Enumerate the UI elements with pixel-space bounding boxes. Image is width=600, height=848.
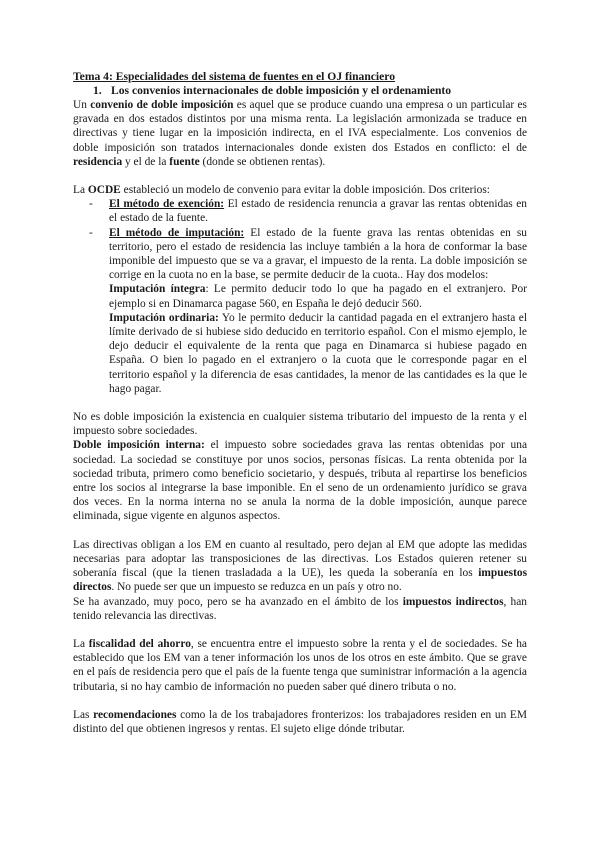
text-span: como la de los trabajadores fronterizos: los trabajadores residen en un EM distinto del que obtienen ingresos y rentas. El sujeto elige dónde tributar.	[73, 708, 528, 735]
spacer	[73, 694, 527, 708]
section-heading	[93, 84, 527, 98]
paragraph-ahorro	[73, 637, 527, 694]
text-span: La	[73, 184, 88, 197]
text-span: es aquel que se produce cuando una empresa o un particular es gravada en dos estados distintos por una misma renta. La legislación armonizada se traduce en directivas y tiene lugar en la imposición indirecta, en el IVA especialmente. Los convenios de doble imposición son tratados internacionales donde existen dos Estados en conflicto: el de	[73, 99, 527, 154]
term-recomendaciones: recomendaciones	[93, 708, 177, 721]
spacer	[73, 169, 527, 183]
text-span: Se ha avanzado, muy poco, pero se ha avanzado en el ámbito de los	[73, 595, 403, 608]
text-span: El estado de residencia renuncia a gravar las rentas obtenidas en el estado de la fuente.	[109, 198, 528, 225]
paragraph-directivas	[73, 538, 527, 595]
text-span: estableció un modelo de convenio para evitar la doble imposición. Dos criterios:	[120, 184, 490, 197]
paragraph-indirectos	[73, 595, 527, 623]
term-fuente: fuente	[169, 155, 200, 168]
sub-item-ordinaria	[73, 311, 527, 396]
spacer	[73, 396, 527, 410]
text-span: La	[73, 637, 89, 650]
criteria-list	[73, 197, 527, 396]
paragraph-convenio	[73, 98, 527, 169]
term-ocde: OCDE	[87, 184, 121, 197]
sub-item-integra	[73, 282, 527, 310]
term-exencion: El método de exención:	[109, 198, 225, 211]
term-imputacion-ordinaria: Imputación ordinaria:	[109, 311, 219, 324]
paragraph-recomendaciones	[73, 708, 527, 736]
section-number: 1.	[93, 84, 102, 97]
text-span: Un	[73, 99, 91, 111]
text-span: , se encuentra entre el impuesto sobre la renta y el de sociedades. Se ha establecido que los EM van a tener información los unos de los otros en este ámbito. Que se grave en el país de residencia pero que el país de la fuente tenga que suministrar información a la agencia tributaria, si no hay cambio de información no pueden saber qué dinero tributa o no.	[73, 637, 527, 693]
text-span: Las directivas obligan a los EM en cuanto al resultado, pero dejan al EM que adopte las medidas necesarias para adoptar las transposiciones de las directivas. Los Estados quieren retener su soberanía fiscal (que la tienen trasladada a la UE), les queda la soberanía en los	[73, 538, 527, 580]
paragraph-doble-interna	[73, 438, 527, 523]
text-span: , han tenido relevancia las directivas.	[73, 595, 527, 622]
document-title: Tema 4: Especialidades del sistema de fuentes en el OJ financiero	[73, 70, 396, 83]
text-span: y el de la	[122, 155, 170, 168]
term-impuestos-directos: impuestos directos	[73, 567, 527, 594]
term-doble-interna: Doble imposición interna:	[73, 439, 205, 452]
term-imputacion-integra: Imputación íntegra	[109, 283, 206, 296]
document-body	[73, 70, 527, 736]
term-fiscalidad-ahorro: fiscalidad del ahorro	[88, 637, 191, 650]
text-span: El estado de la fuente grava las rentas obtenidas en su territorio, pero el estado de residencia las incluye también a la hora de conformar la base imponible del impuesto que se va a gravar, el impuesto de la renta. La doble imposición se corrige en la cuota no en la base, se permite deducir de la cuota.. Hay dos modelos:	[109, 226, 527, 282]
text-span: . No puede ser que un impuesto se reduzca en un país y otro no.	[111, 581, 402, 594]
term-imputacion: El método de imputación:	[109, 226, 245, 239]
bullet-dash: -	[89, 226, 93, 239]
term-convenio: convenio de doble imposición	[90, 99, 234, 111]
bullet-dash: -	[89, 198, 93, 211]
term-residencia: residencia	[73, 155, 123, 168]
text-span: Las	[73, 708, 94, 721]
text-span: (donde se obtienen rentas).	[199, 155, 326, 168]
text-span: : Le permito deducir todo lo que ha pagado en el extranjero. Por ejemplo si en Dinamarca pagase 560, en España le dejó deducir 560.	[109, 283, 527, 310]
section-label: Los convenios internacionales de doble imposición y el ordenamiento	[111, 84, 452, 97]
list-item	[73, 226, 527, 283]
paragraph-ocde	[73, 183, 527, 197]
term-impuestos-indirectos: impuestos indirectos	[402, 595, 504, 608]
text-span: Yo le permito deducir la cantidad pagada en el extranjero hasta el límite derivado de si hubiese sido deducido en territorio español. Con el mismo ejemplo, le dejo deducir el equivalente de la renta que paga en Dinamarca si hubiese pagado en España. O bien lo pagado en el extranjero o la cuota que le corresponde pagar en el territorio español y la diferencia de esas cantidades, la menor de las cantidades es la que le hago pagar.	[109, 311, 528, 395]
paragraph-no-doble: No es doble imposición la existencia en cualquier sistema tributario del impuesto de la renta y el impuesto sobre sociedades.	[73, 411, 527, 438]
spacer	[73, 524, 527, 538]
spacer	[73, 623, 527, 637]
list-item	[73, 197, 527, 225]
text-span: el impuesto sobre sociedades grava las rentas obtenidas por una sociedad. La sociedad se constituye por unos socios, personas físicas. La renta obtenida por la sociedad tributa, primero como beneficio societario, y después, tributa al repartirse los beneficios entre los socios al integrarse la base imponible. En el seno de un ordenamiento jurídico se grava dos veces. En la norma interna no se anula la norma de la doble imposición, aunque parece eliminada, sigue vigente en algunos aspectos.	[73, 439, 527, 523]
